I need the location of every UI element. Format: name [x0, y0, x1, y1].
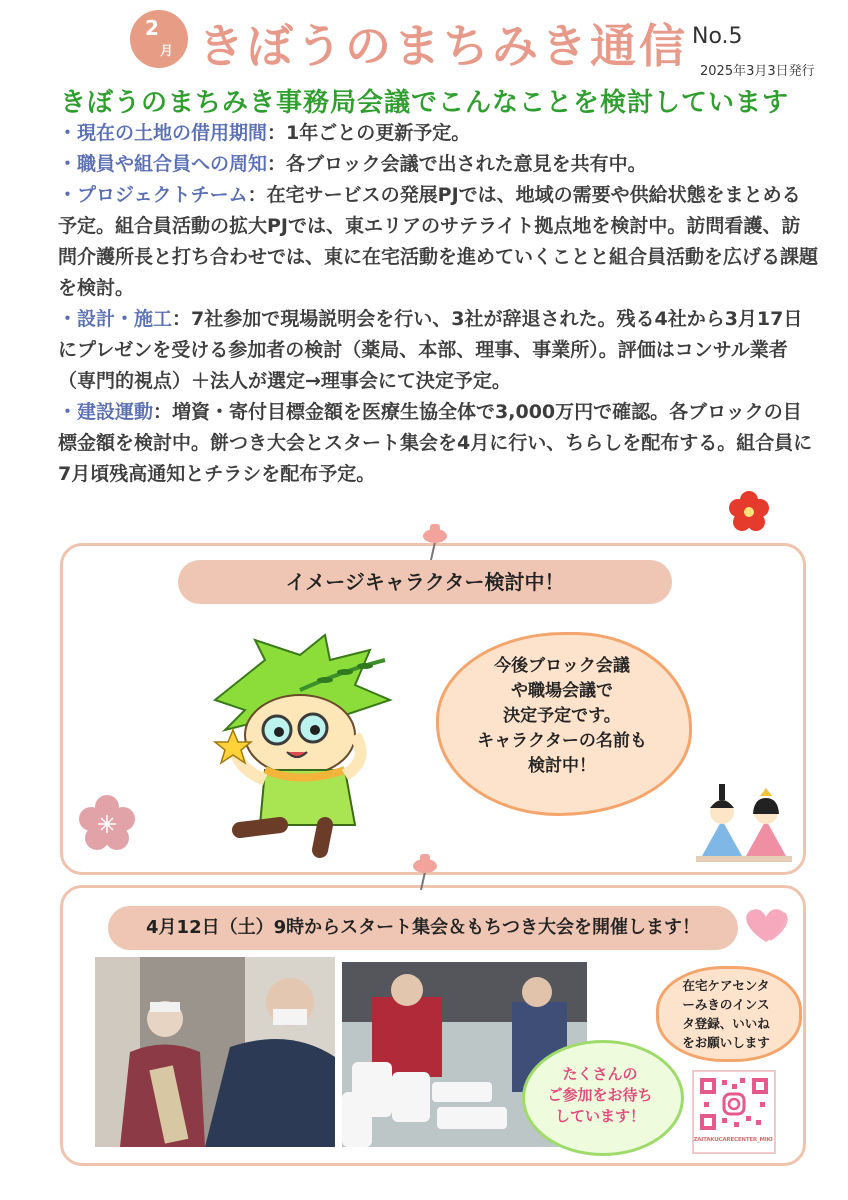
separator: ： — [172, 308, 192, 330]
bullet: ・ — [58, 401, 78, 423]
bubble-line: 在宅ケアセンタ — [682, 978, 770, 993]
note-building-campaign — [58, 397, 818, 490]
issue-date: 2025年3月3日発行 — [700, 64, 815, 79]
pushpin-icon — [408, 852, 442, 892]
note-project-team — [58, 180, 818, 304]
pink-plum-flower-icon — [78, 795, 136, 853]
hina-dolls-illustration — [696, 780, 792, 864]
bullet: ・ — [58, 122, 78, 144]
headline: きぼうのまちみき事務局会議でこんなことを検討しています — [60, 88, 790, 118]
bubble-line: 決定予定です。 — [503, 706, 621, 726]
note-staff-notice — [58, 149, 818, 180]
instagram-icon — [724, 1094, 744, 1114]
note-key: 設計・施工 — [77, 308, 173, 330]
bullet: ・ — [58, 153, 78, 175]
note-key: 現在の土地の借用期間 — [77, 122, 268, 144]
bubble-line: キャラクターの名前も — [477, 731, 647, 751]
separator: ： — [267, 122, 287, 144]
bubble-line: や職場会議で — [511, 681, 613, 701]
note-key: プロジェクトチーム — [77, 184, 248, 206]
note-text: 在宅サービスの発展PJでは、地域の需要や供給状態をまとめる予定。組合員活動の拡大PJでは、東エリアのサテライト拠点地を検討中。訪問看護、訪問介護所長と打ち合わせでは、東に在宅活動を進めていくことと組合員活動を広げる課題を検討。 — [58, 184, 819, 299]
note-text: 各ブロック会議で出された意見を共有中。 — [286, 153, 647, 175]
note-land-lease — [58, 118, 818, 149]
mochi-pounding-photo — [95, 957, 335, 1147]
plum-flower-icon — [727, 490, 771, 534]
note-text: 増資・寄付目標金額を医療生協全体で3,000万円で確認。各ブロックの目標金額を検討中。餅つき大会とスタート集会を4月に行い、ちらしを配布する。組合員に7月頃残高通知とチラシを配布予定。 — [58, 401, 813, 485]
bullet: ・ — [58, 184, 78, 206]
note-text: 1年ごとの更新予定。 — [286, 122, 471, 144]
bubble-line: 今後ブロック会議 — [494, 656, 630, 676]
separator: ： — [267, 153, 287, 175]
month-number: 2 — [145, 16, 159, 40]
bubble-line: をお願いします — [682, 1035, 770, 1050]
instagram-bubble-text — [664, 976, 788, 1052]
month-badge — [130, 10, 188, 68]
month-unit: 月 — [160, 44, 174, 59]
note-design-construction — [58, 304, 818, 397]
newsletter-title: きぼうのまちみき通信 — [198, 19, 688, 73]
bubble-line: ーみきのインス — [682, 997, 770, 1012]
issue-number: No.5 — [692, 24, 743, 49]
note-key: 建設運動 — [77, 401, 154, 423]
note-key: 職員や組合員への周知 — [77, 153, 268, 175]
bullet: ・ — [58, 308, 78, 330]
bubble-line: たくさんの — [562, 1065, 638, 1083]
separator: ： — [153, 401, 173, 423]
bubble-line: タ登録、いいね — [682, 1016, 770, 1031]
bubble-line: 検討中！ — [528, 756, 596, 776]
bubble-line: ご参加をお待ち — [547, 1086, 653, 1104]
heart-icon — [740, 904, 792, 946]
separator: ： — [247, 184, 267, 206]
green-bubble-text — [530, 1064, 670, 1127]
bubble-line: しています！ — [554, 1107, 645, 1125]
speech-bubble-text — [440, 654, 684, 779]
mascot-character-illustration — [205, 630, 415, 860]
note-text: 7社参加で現場説明会を行い、3社が辞退された。残る4社から3月17日にプレゼンを受ける参加者の検討（薬局、本部、理事、事業所）。評価はコンサル業者（専門的視点）＋法人が選定→理事会にて決定予定。 — [58, 308, 803, 392]
meeting-notes — [58, 118, 818, 490]
event-banner: 4月12日（土）9時からスタート集会＆もちつき大会を開催します！ — [108, 906, 738, 950]
qr-caption: ZAITAKUCARECENTER_MIKI — [693, 1137, 773, 1143]
character-banner: イメージキャラクター検討中！ — [178, 560, 672, 604]
pushpin-icon — [418, 522, 452, 562]
